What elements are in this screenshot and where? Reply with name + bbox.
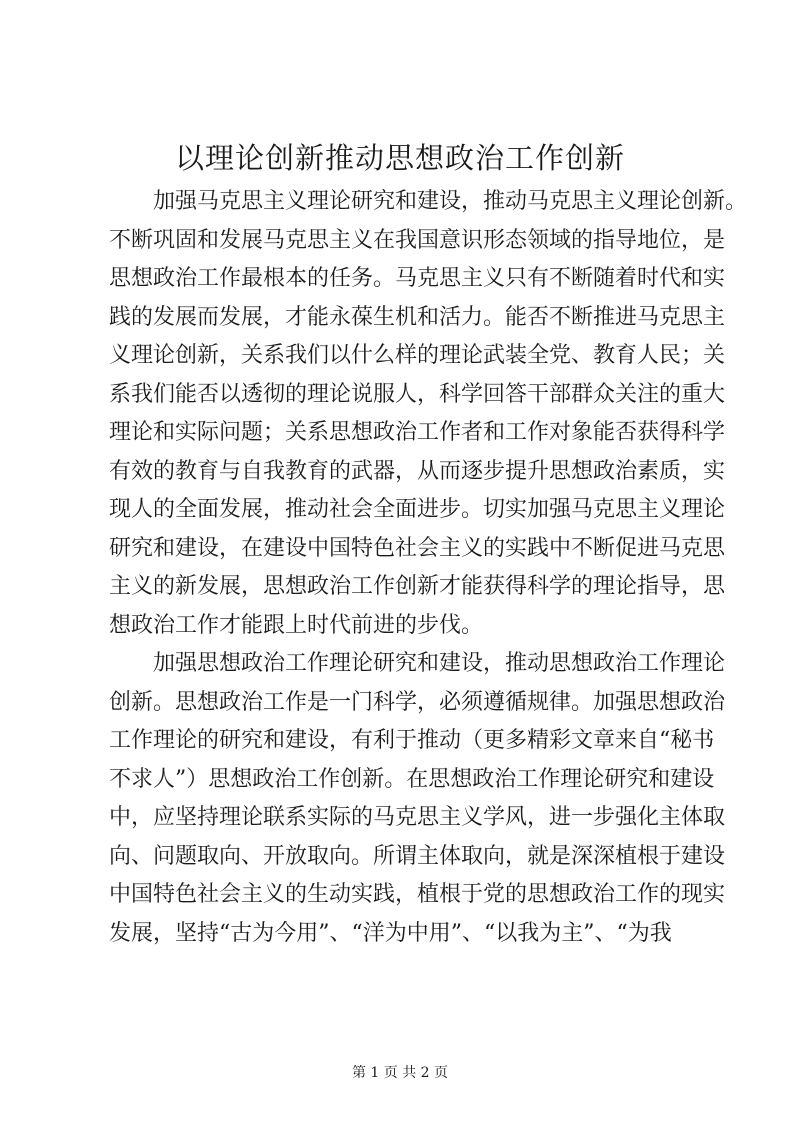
text-line: 发展，坚持“古为今用”、“洋为中用”、“以我为主”、“为我 xyxy=(109,920,672,946)
text-line: 想政治工作才能跟上时代前进的步伐。 xyxy=(109,612,484,638)
text-line: 加强马克思主义理论研究和建设，推动马克思主义理论创新。 xyxy=(153,189,748,214)
text-line: 中国特色社会主义的生动实践，植根于党的思想政治工作的现实 xyxy=(109,882,726,907)
text-line: 主义的新发展，思想政治工作创新才能获得科学的理论指导，思 xyxy=(109,574,726,599)
text-line: 不求人”）思想政治工作创新。在思想政治工作理论研究和建设 xyxy=(109,766,715,792)
text-line: 思想政治工作最根本的任务。马克思主义只有不断随着时代和实 xyxy=(109,266,726,291)
text-line: 创新。思想政治工作是一门科学，必须遵循规律。加强思想政治 xyxy=(109,689,726,715)
text-line: 现人的全面发展，推动社会全面进步。切实加强马克思主义理论 xyxy=(109,497,726,522)
page-footer: 第 1 页 共 2 页 xyxy=(351,1065,449,1081)
paragraph xyxy=(109,183,748,645)
text-line: 义理论创新，关系我们以什么样的理论武装全党、教育人民；关 xyxy=(109,343,726,368)
text-line: 中，应坚持理论联系实际的马克思主义学风，进一步强化主体取 xyxy=(109,805,726,830)
paragraph xyxy=(109,645,726,953)
text-line: 系我们能否以透彻的理论说服人，科学回答干部群众关注的重大 xyxy=(109,381,726,407)
text-line: 向、问题取向、开放取向。所谓主体取向，就是深深植根于建设 xyxy=(109,843,726,869)
text-line: 理论和实际问题；关系思想政治工作者和工作对象能否获得科学 xyxy=(109,420,726,445)
text-line: 践的发展而发展，才能永葆生机和活力。能否不断推进马克思主 xyxy=(109,304,726,330)
document-body xyxy=(109,183,748,953)
text-line: 有效的教育与自我教育的武器，从而逐步提升思想政治素质，实 xyxy=(109,458,726,484)
text-line: 不断巩固和发展马克思主义在我国意识形态领域的指导地位，是 xyxy=(109,227,726,253)
text-line: 工作理论的研究和建设，有利于推动（更多精彩文章来自“秘书 xyxy=(109,728,715,753)
page-title: 以理论创新推动思想政治工作创新 xyxy=(174,141,625,175)
text-line: 研究和建设，在建设中国特色社会主义的实践中不断促进马克思 xyxy=(109,535,726,561)
text-line: 加强思想政治工作理论研究和建设，推动思想政治工作理论 xyxy=(153,651,726,676)
